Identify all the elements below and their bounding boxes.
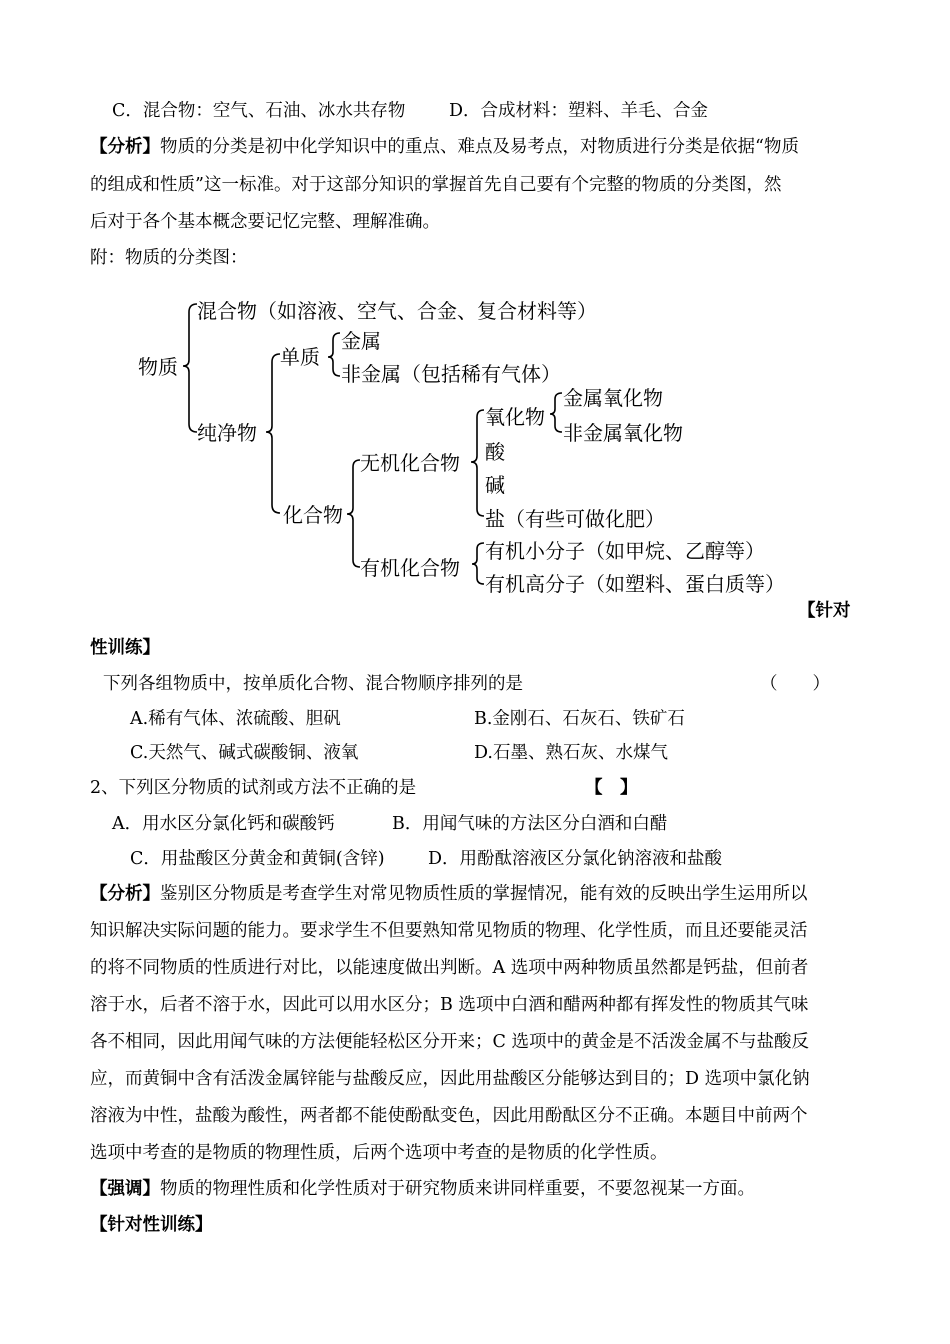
question-2-stem: 2、下列区分物质的试剂或方法不正确的是 xyxy=(90,778,417,798)
node-base: 碱 xyxy=(485,473,505,497)
analysis-text: 鉴别区分物质是考查学生对常见物质性质的掌握情况，能有效的反映出学生运用所以 xyxy=(160,884,808,904)
analysis-line: 选项中考查的是物质的物理性质，后两个选项中考查的是物质的化学性质。 xyxy=(90,1143,668,1163)
analysis-line: 应，而黄铜中含有活泼金属锌能与盐酸反应，因此用盐酸区分能够达到目的；D 选项中氯化钠 xyxy=(90,1069,810,1089)
training-heading-part2: 性训练】 xyxy=(90,638,160,658)
option-d: D．合成材料：塑料、羊毛、合金 xyxy=(449,101,709,121)
node-metal-oxide: 金属氧化物 xyxy=(563,386,663,410)
brace-inorganic xyxy=(471,410,484,516)
node-acid: 酸 xyxy=(485,440,505,464)
analysis-line: 溶液为中性，盐酸为酸性，两者都不能使酚酞变色，因此用酚酞区分不正确。本题目中前两个 xyxy=(90,1106,808,1126)
node-organic: 有机化合物 xyxy=(360,556,460,580)
brace-oxide xyxy=(550,393,562,432)
analysis-line: 溶于水，后者不溶于水，因此可以用水区分；B 选项中白酒和醋两种都有挥发性的物质其气味 xyxy=(90,995,809,1015)
training-2-heading: 【针对性训练】 xyxy=(90,1215,213,1235)
analysis-line: 知识解决实际问题的能力。要求学生不但要熟知常见物质的物理、化学性质，而且还要能灵活 xyxy=(90,921,808,941)
node-salt: 盐（有些可做化肥） xyxy=(485,507,665,531)
analysis-line: 后对于各个基本概念要记忆完整、理解准确。 xyxy=(90,212,440,232)
node-pure: 纯净物 xyxy=(197,421,257,445)
question-1-stem: 下列各组物质中，按单质化合物、混合物顺序排列的是 xyxy=(103,674,523,694)
node-nonmetal-oxide: 非金属氧化物 xyxy=(563,421,683,445)
node-small-molecule: 有机小分子（如甲烷、乙醇等） xyxy=(485,539,765,563)
analysis-tag: 【分析】 xyxy=(90,137,160,157)
node-inorganic: 无机化合物 xyxy=(360,451,460,475)
node-root: 物质 xyxy=(138,355,178,379)
node-compound: 化合物 xyxy=(283,503,343,527)
node-element: 单质 xyxy=(280,345,320,369)
analysis-line: 各不相同，因此用闻气味的方法便能轻松区分开来；C 选项中的黄金是不活泼金属不与盐酸反 xyxy=(90,1032,809,1052)
question-1-option-d: D.石墨、熟石灰、水煤气 xyxy=(474,743,668,763)
training-heading-part1: 【针对 xyxy=(798,601,851,621)
node-nonmetal: 非金属（包括稀有气体） xyxy=(341,362,561,386)
brace-root xyxy=(183,304,197,432)
question-2-option-a: A．用水区分氯化钙和碳酸钙 xyxy=(112,814,335,834)
option-c: C．混合物：空气、石油、冰水共存物 xyxy=(112,101,406,121)
question-1-bracket: （ ） xyxy=(760,674,830,694)
node-polymer: 有机高分子（如塑料、蛋白质等） xyxy=(485,572,785,596)
brace-compound xyxy=(347,460,360,567)
question-1-option-b: B.金刚石、石灰石、铁矿石 xyxy=(474,709,685,729)
analysis-text: 物质的分类是初中化学知识中的重点、难点及易考点，对物质进行分类是依据“物质 xyxy=(160,137,799,157)
question-2-option-b: B．用闻气味的方法区分白酒和白醋 xyxy=(392,814,668,834)
emphasis-paragraph xyxy=(90,1177,755,1201)
analysis-paragraph-2 xyxy=(90,882,808,906)
emphasis-tag: 【强调】 xyxy=(90,1179,160,1199)
appendix-label: 附：物质的分类图： xyxy=(90,248,248,268)
brace-pure xyxy=(266,354,280,513)
node-mixture: 混合物（如溶液、空气、合金、复合材料等） xyxy=(197,299,597,323)
analysis-line: 的将不同物质的性质进行对比，以能速度做出判断。A 选项中两种物质虽然都是钙盐，但前者 xyxy=(90,958,809,978)
brace-organic xyxy=(472,543,484,584)
brace-element xyxy=(328,333,340,376)
analysis-tag: 【分析】 xyxy=(90,884,160,904)
node-oxide: 氧化物 xyxy=(485,405,545,429)
question-1-option-c: C.天然气、碱式碳酸铜、液氧 xyxy=(130,743,359,763)
question-2-option-d: D．用酚酞溶液区分氯化钠溶液和盐酸 xyxy=(428,849,723,869)
node-metal: 金属 xyxy=(341,329,381,353)
classification-diagram xyxy=(0,0,950,620)
question-2-bracket: 【 】 xyxy=(585,778,638,798)
emphasis-text: 物质的物理性质和化学性质对于研究物质来讲同样重要，不要忽视某一方面。 xyxy=(160,1179,755,1199)
analysis-line: 的组成和性质”这一标准。对于这部分知识的掌握首先自己要有个完整的物质的分类图，然 xyxy=(90,175,782,195)
question-2-option-c: C．用盐酸区分黄金和黄铜(含锌) xyxy=(130,849,385,869)
question-1-option-a: A.稀有气体、浓硫酸、胆矾 xyxy=(130,709,341,729)
